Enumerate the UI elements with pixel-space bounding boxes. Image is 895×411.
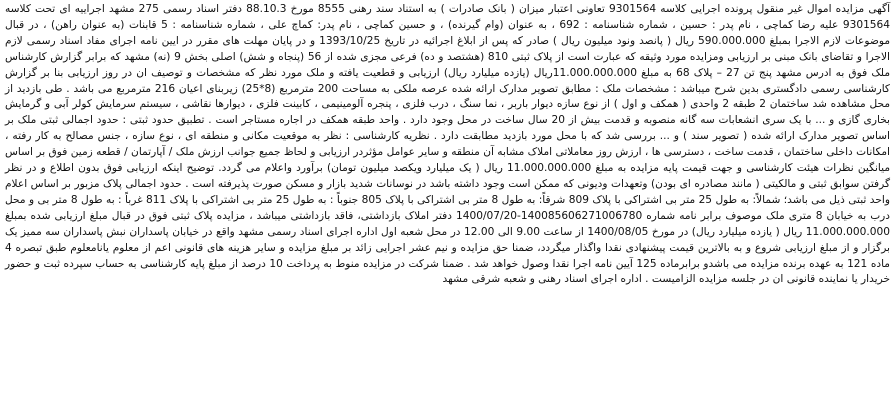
auction-notice-text: آگهی مزایده اموال غیر منقول پرونده اجرایی کلاسه 9301564 تعاونی اعتبار میزان ( بانک صادرات ) به استناد سند رهنی 8555 مورخ 88.10.3 دفتر اسناد رسمی 275 مشهد اجرایيه ای تحت کلاسه 9301564 علیه رضا کماچی ، نام پدر : حسین ، شماره شناسنامه : 692 ، به عنوان (وام گیرنده) ، و حسین کماچی ، نام پدر: کماچ علی ، شماره شناسنامه : 5 قابنات (به عنوان راهن) ، در قبال موضوعات لازم الاجرا بمبلغ 590.000.000 ریال ( پانصد ونود میلیون ریال ) صادر که پس از ابلاغ اجرائیه در تاریخ 1393/10/25 و در پایان مهلت های مقرر در ایین نامه اجرای مفاد اسناد رسمی لازم الاجرا و تقاضای بانک مبنی بر ارزیابی ومزایده مورد وثیقه که عبارت است از پلاک ثبتی 810 (هشتصد و ده) فرعی مجزی شده از 56 (پنجاه و شش) اصلی بخش 9 (نه) مشهد که برابر گزارش کارشناس ملک فوق به ادرس مشهد پنج تن 27 – پلاک 68 به مبلغ 11.000.000.000ریال (یازده میلیارد ریال) ارزیابی و قطعیت یافته و ملک مورد نظر که مشخصات و توصیف ان در روز ارزیابی بنا بر گزارش کارشناسی رسمی دادگستری بدین شرح میباشد : مشخصات ملک : مطابق تصویر مدارک ارائه شده عرصه ملکی به مساحت 200 مترمربع (8*25) زیربنای اعیان 216 مترمربع می باشد . طی بازدید از محل مشاهده شد ساختمان 2 طبقه 2 واحدی ( همکف و اول ) از نوع سازه دیوار باربر ، نما سنگ ، درب فلزی ، پنجره آلومینیمی ، کابینت فلزی ، دیوارها نقاشی ، سیستم سرمایش کولر آبی و گرمایش بخاری گازی و ... با یک سری انشعابات سه گانه منصوبه و قدمت بیش از 20 سال ساخت در محل وجود دارد . واحد طبقه همکف در اجاره مستاجر است . تطبیق حدود ثبتی : حدود اجمالی ثبتی ملک بر اساس تصویر مدارک ارائه شده ( تصویر سند ) و ... بررسی شد که با محل مورد بازدید مطابقت دارد . نظریه کارشناسی : نظر به موقعیت مکانی و منطقه ای ، نوع سازه ، جنس مصالح به کار رفته ، امکانات داخلی ساختمان ، قدمت ساخت ، دسترسی ها ، ارزش روز معاملاتی املاک مشابه آن منطقه و سایر عوامل مؤثردر ارزیابی و لحاظ جمیع جوانب ارزش ملک / آپارتمان / قطعه زمین فوق بر اساس میانگین نظرات هیئت کارشناسی و جهت قیمت پایه مزایده به مبلغ 11.000.000.000 ریال ( یک میلیارد ویکصد میلیون تومان) برآورد واعلام می گردد. توضیح اینکه ارزیابی فوق بدون اطلاع و در نظر گرفتن سوابق ثبتی و مالکیتی ( مانند مصادره ای بودن) وتعهدات ودیونی که ممکن است وجود داشته باشد در نوسانات شدید بازار و مسکن صورت پذیرفته است . حدود اجمالی پلاک مزبور بر اساس اعلام واحد ثبتی ذیل می باشد؛ شمالاً: به طول 25 متر بی اشتراکی با پلاک 809 شرقاً: به طول 8 متر بی اشتراکی با پلاک 805 جنوباً : به طول 25 متر بی اشتراکی با پلاک 811 غرباً : به طول 8 متر بی و محل درب به خیابان 8 متری ملک موصوف برابر نامه شماره 140085606271006780-1400/07/20 دفتر املاک بازداشتی، فاقد بازداشتی میباشد ، مزایده پلاک ثبتی فوق در قبال مبلغ ارزیابی شده بمبلغ 11.000.000.000 ریال ( یازده میلیارد ریال) در مورخ 1400/08/05 از ساعت 9.00 الی 12.00 در محل شعبه اول اداره اجرای اسناد رسمی مشهد واقع در خیابان پاسداران نبش پاسداران سه ممیز یک برگزار و از مبلغ ارزیابی شروع و به بالاترین قیمت پیشنهادی نقدا واگذار میگردد، ضمنا حق مزایده و نیم عشر اجرایی زائد بر مبلغ مزایده و سایر هزینه های قانونی اعم از معلوم یانامعلوم طبق تبصره 4 ماده 121 به عهده برنده مزایده می باشدو برابرماده 125 آیین نامه اجرا نقدا وصول خواهد شد . ضمنا شرکت در مزایده منوط به پرداخت 10 درصد از مبلغ پایه کارشناسی به حساب سپرده ثبت و حضور خریدار یا نماینده قانونی ان در جلسه مزایده الزامیست . اداره اجرای اسناد رهنی و شعبه شرقی مشهد <box>5 3 891 286</box>
